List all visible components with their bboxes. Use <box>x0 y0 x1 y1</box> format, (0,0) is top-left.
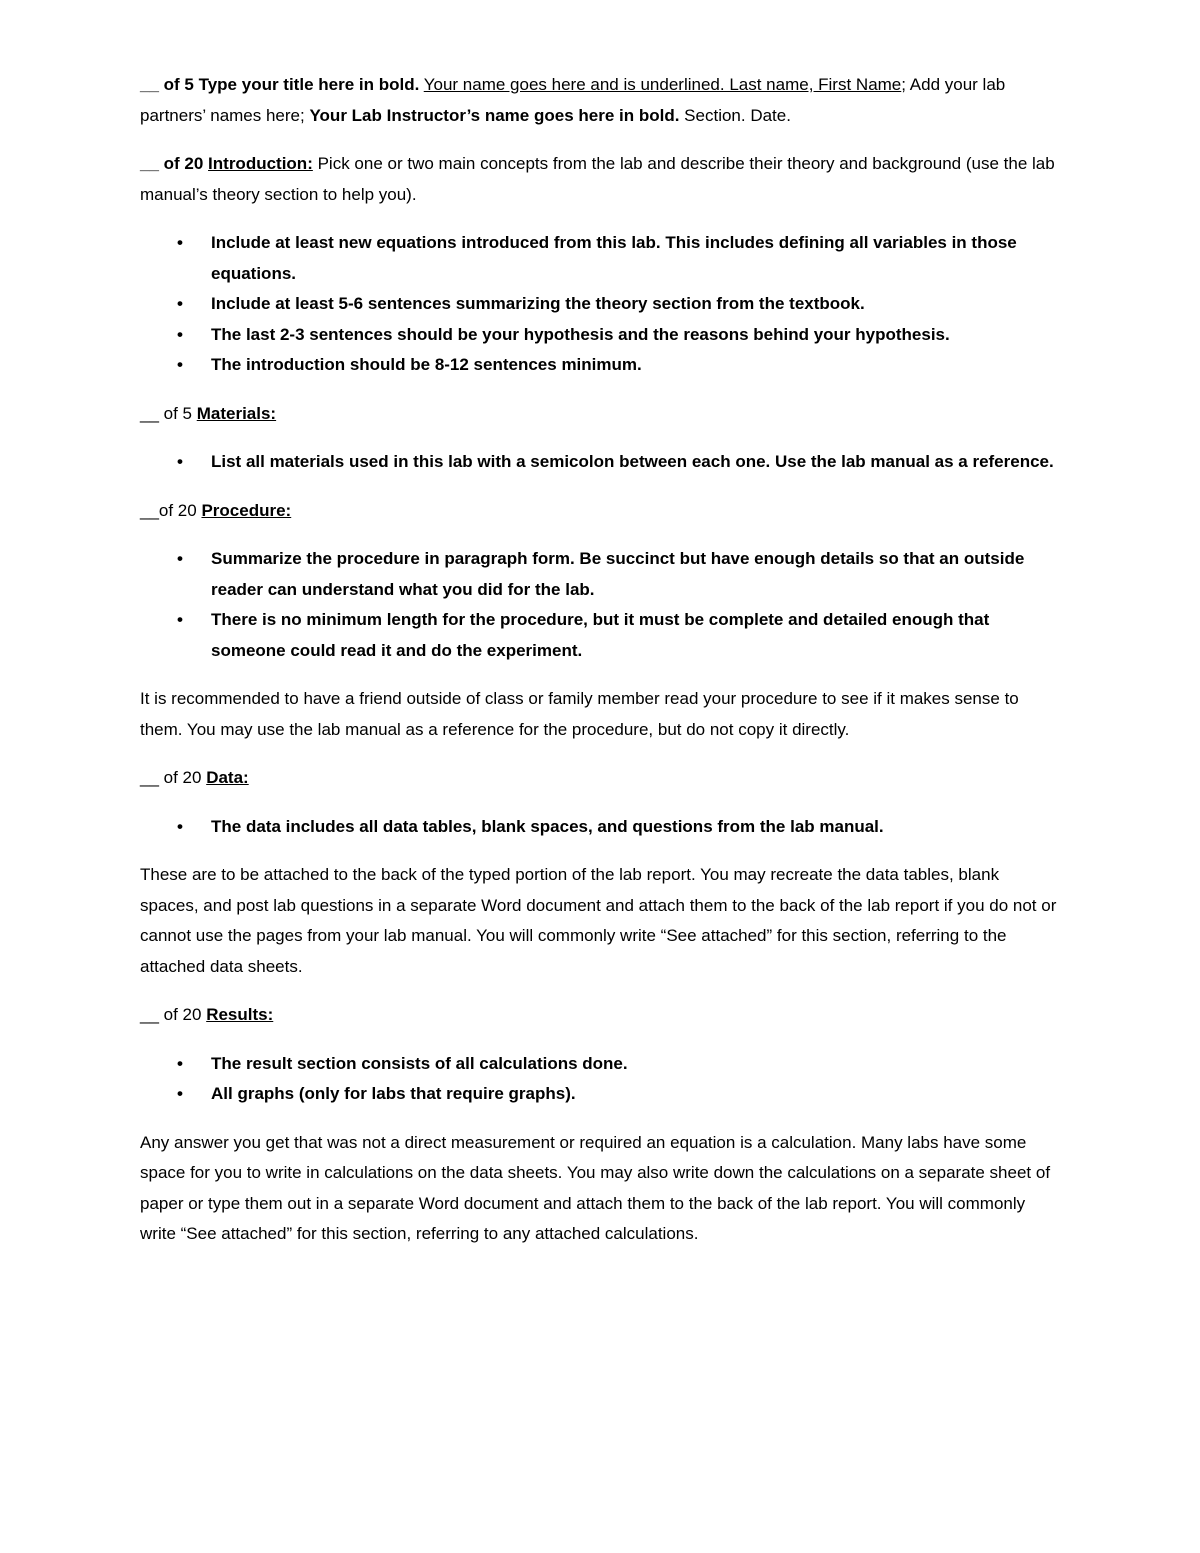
list-item: • The last 2-3 sentences should be your hypothesis and the reasons behind your hypothesis. <box>140 320 1060 351</box>
partners-instruction: ; Add your lab partners’ names here; <box>140 75 1006 125</box>
bullet-icon: • <box>177 610 183 629</box>
results-note: Any answer you get that was not a direct measurement or required an equation is a calculation. Many labs have some space for you to write in calculations on the data sheets. You may also write down the calculations on a separate sheet of paper or type them out in a separate Word document and attach them to the back of the lab report. You will commonly write “See attached” for this section, referring to any attached calculations. <box>140 1132 1051 1243</box>
list-item: • Include at least 5-6 sentences summarizing the theory section from the textbook. <box>140 289 1060 320</box>
bullet-icon: • <box>177 1053 183 1073</box>
list-item: • There is no minimum length for the procedure, but it must be complete and detailed enough that someone could read it and do the experiment. <box>140 605 1060 666</box>
student-name-instruction: Your name goes here and is underlined. Last name, First Name <box>423 75 902 94</box>
results-heading-paragraph <box>140 1000 1060 1031</box>
section-date-instruction: Section. Date. <box>684 105 791 125</box>
data-heading: Data: <box>206 768 249 787</box>
header-score: __ of 5 <box>140 75 194 94</box>
bullet-icon: • <box>177 816 183 836</box>
materials-heading-paragraph <box>140 399 1060 430</box>
procedure-heading: Procedure: <box>201 500 292 520</box>
list-item: • The data includes all data tables, blank spaces, and questions from the lab manual. <box>140 812 1060 843</box>
bullet-icon: • <box>177 294 183 313</box>
bullet-icon: • <box>177 324 183 344</box>
data-score: __ of 20 <box>140 768 202 787</box>
bullet-icon: • <box>177 233 183 252</box>
procedure-heading-paragraph <box>140 496 1060 527</box>
introduction-score: __ of 20 <box>140 154 204 173</box>
materials-score: __ of 5 <box>140 403 192 423</box>
report-title-instruction: Type your title here in bold. <box>198 75 420 94</box>
instructor-instruction: Your Lab Instructor’s name goes here in bold. <box>309 105 680 125</box>
list-item: • Include at least new equations introduced from this lab. This includes defining all variables in those equations. <box>140 228 1060 289</box>
bullet-icon: • <box>177 355 183 374</box>
bullet-icon: • <box>177 452 183 471</box>
introduction-text: Pick one or two main concepts from the lab and describe their theory and background (use the lab manual’s theory section to help you). <box>140 154 1055 204</box>
list-item: • All graphs (only for labs that require graphs). <box>140 1079 1060 1110</box>
results-bullet-list <box>140 1049 1060 1110</box>
procedure-score: __of 20 <box>140 500 197 520</box>
results-heading: Results: <box>206 1005 274 1024</box>
document-page <box>140 70 1060 1268</box>
list-item: • Summarize the procedure in paragraph form. Be succinct but have enough details so that an outside reader can understand what you did for the lab. <box>140 544 1060 605</box>
header-paragraph <box>140 70 1060 131</box>
introduction-bullet-list <box>140 228 1060 381</box>
data-note: These are to be attached to the back of the typed portion of the lab report. You may recreate the data tables, blank spaces, and post lab questions in a separate Word document and attach them to the back of the lab report if you do not or cannot use the pages from your lab manual. You will commonly write “See attached” for this section, referring to the attached data sheets. <box>140 865 1057 976</box>
materials-bullet-list <box>140 447 1060 478</box>
procedure-note: It is recommended to have a friend outside of class or family member read your procedure to see if it makes sense to them. You may use the lab manual as a reference for the procedure, but do not copy it directly. <box>140 689 1019 739</box>
data-heading-paragraph <box>140 763 1060 794</box>
procedure-bullet-list <box>140 544 1060 666</box>
list-item: • List all materials used in this lab with a semicolon between each one. Use the lab manual as a reference. <box>140 447 1060 478</box>
materials-heading: Materials: <box>196 403 277 423</box>
bullet-icon: • <box>177 1084 183 1103</box>
list-item: • The result section consists of all calculations done. <box>140 1049 1060 1080</box>
list-item: • The introduction should be 8-12 sentences minimum. <box>140 350 1060 381</box>
introduction-paragraph <box>140 149 1060 210</box>
results-score: __ of 20 <box>140 1005 202 1024</box>
introduction-heading: Introduction: <box>208 154 313 173</box>
data-bullet-list <box>140 812 1060 843</box>
bullet-icon: • <box>177 549 183 568</box>
